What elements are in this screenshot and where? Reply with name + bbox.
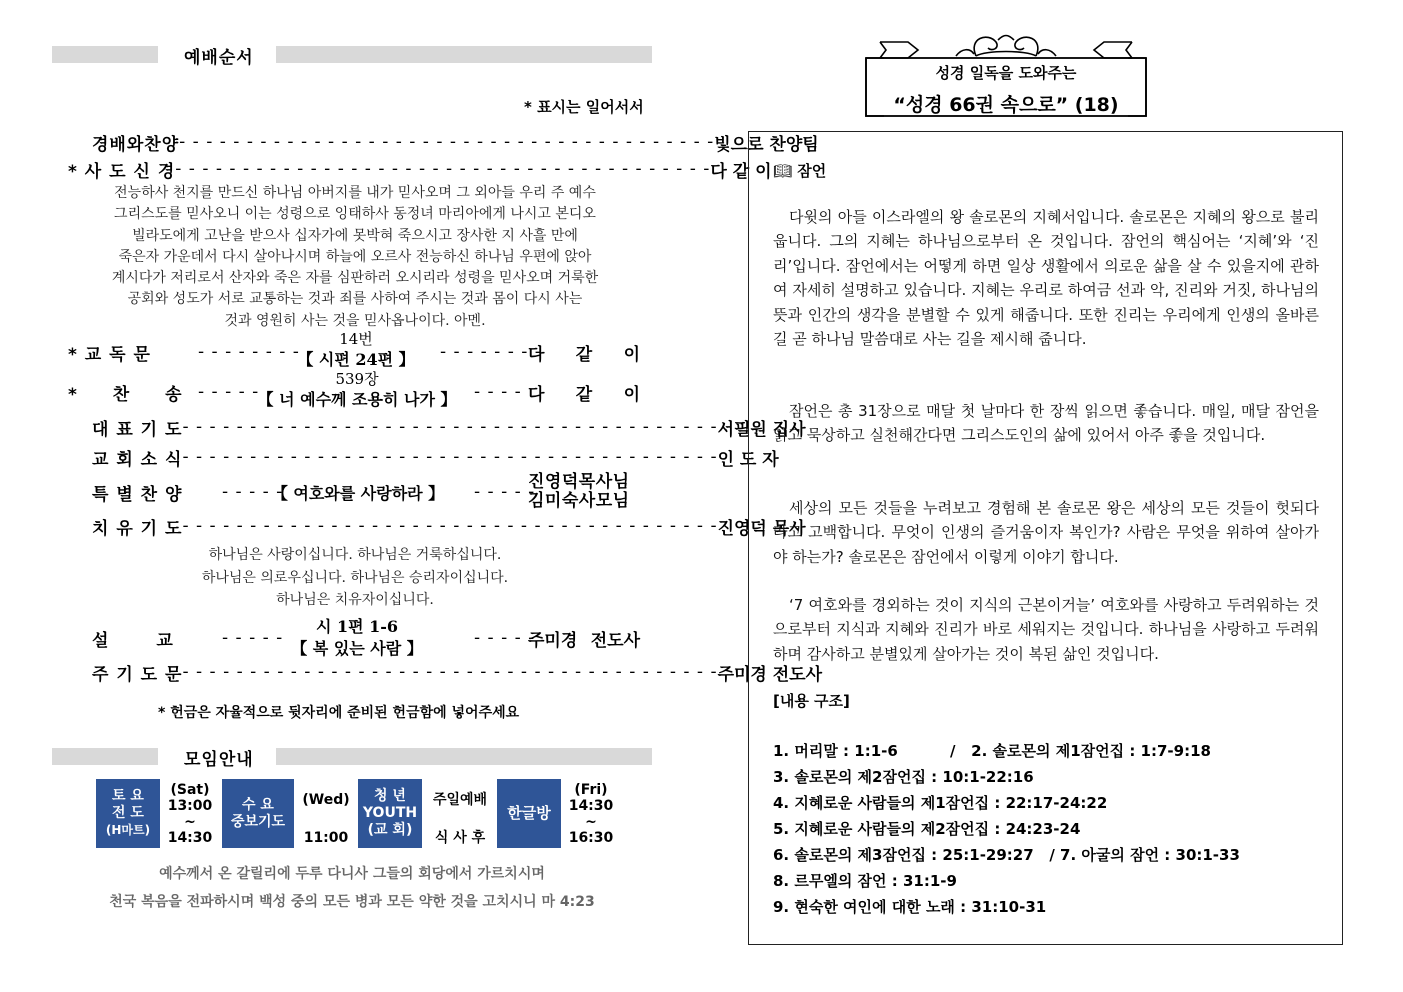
structure-title: [내용 구조] <box>773 692 850 710</box>
order-leader: 진영덕목사님 <box>528 472 630 492</box>
order-label: 치 유 기 도 <box>92 518 183 539</box>
sermon-title: 【 복 있는 사람 】 <box>291 639 423 658</box>
order-leader: 진영덕 목사 <box>717 518 806 539</box>
leader-line: - - - - - - - - <box>198 342 300 362</box>
leader-line: - - - - - - - - - - - - - - - - - - - - - - - - - - - - - - - - - - - - - - - - <box>175 159 711 179</box>
leader-line: - - - - - - - - - - - - - - - - - - - - - - - - - - - - - - - - - - - - - - - - <box>182 662 718 682</box>
order-leader: 다 같 이 <box>528 344 640 365</box>
leader-line: - - - - - - - - - - - - - - - - - - - - - - - - - - - - - - - - - - - - - - - - <box>182 516 718 536</box>
leader-line: - - - - - <box>222 482 284 502</box>
leader-line: - - - - - - - - - - - - - - - - - - - - - - - - - - - - - - - - - - - - - - - - <box>182 417 718 437</box>
hymn <box>250 372 464 410</box>
meeting-time-saturday <box>162 782 218 846</box>
leader-line: - - - - - - - - <box>440 342 542 362</box>
worship-title: 예배순서 <box>184 48 254 68</box>
order-row <box>68 155 772 183</box>
leader-line: - - - - - - - - - - - - - - - - - - - - - - - - - - - - - - - - - - - - - - - - <box>179 132 715 152</box>
order-label: * 교 독 문 <box>68 344 151 365</box>
healing-line: 하나님은 의로우십니다. 하나님은 승리자이십니다. <box>201 569 509 586</box>
time-text: 11:00 <box>303 830 349 846</box>
book-title: 잠언 <box>797 162 827 180</box>
time-text: 식 사 후 <box>434 830 486 846</box>
creed-line: 그리스도를 믿사오니 이는 성령으로 잉태하사 동정녀 마리아에게 나시고 본디오 <box>114 206 596 223</box>
time-text: (Fri) <box>574 782 608 798</box>
creed-line: 것과 영원히 사는 것을 믿사옵나이다. 아멘. <box>224 312 486 329</box>
creed-line: 죽은자 가운데서 다시 살아나시며 하늘에 오르사 전능하신 하나님 우편에 앉아 <box>118 248 592 265</box>
time-text: 16:30 <box>568 830 614 846</box>
leader-line: - - - - - - - - - - - - - - - - - - - - - - - - - - - - - - - - - - - - - - - - <box>182 447 718 467</box>
order-label: 주 기 도 문 <box>92 664 183 685</box>
structure-item: 3. 솔로몬의 제2잠언집 : 10:1-22:16 <box>773 768 1034 786</box>
box-text: 한글방 <box>507 804 551 822</box>
order-label: * 사 도 신 경 <box>68 161 176 182</box>
sermon-scripture: 시 1편 1-6 <box>315 617 399 636</box>
reading-title: 【 시편 24편 】 <box>297 350 415 369</box>
healing-line: 하나님은 사랑이십니다. 하나님은 거룩하십니다. <box>208 547 502 563</box>
meeting-time-youth <box>428 790 492 848</box>
meeting-box-korean-class <box>497 779 561 848</box>
scripture-verse <box>52 860 652 916</box>
order-row <box>68 128 819 156</box>
meeting-box-wednesday <box>222 779 294 848</box>
time-text: (Sat) <box>170 782 210 798</box>
order-label: 대 표 기 도 <box>92 419 183 440</box>
offering-note: * 헌금은 자율적으로 뒷자리에 준비된 헌금함에 넣어주세요 <box>158 705 520 721</box>
order-leader: 주미경 전도사 <box>528 630 640 651</box>
order-row <box>68 413 806 441</box>
verse-line: 예수께서 온 갈릴리에 두루 다니사 그들의 회당에서 가르치시며 <box>159 866 545 882</box>
title-bar-left <box>52 46 158 63</box>
intro-paragraph: 다윗의 아들 이스라엘의 왕 솔로몬의 지혜서입니다. 솔로몬은 지혜의 왕으로 불리웁니다. 그의 지혜는 하나님으로부터 온 것입니다. 잠언의 핵심어는 ‘지혜’와 ‘진리’입니다. 잠언에서는 어떻게 하면 일상 생활에서 의로운 삶을 살 수 있을지에 관하여 자세히 설명하고 있습니다. 지혜는 우리로 하여금 선과 악, 진리와 거짓, 하나님의 뜻과 인간의 생각을 분별할 수 있게 해줍니다. 또한 진리는 우리에게 인생의 올바른 길 곧 하나님 말씀대로 사는 길을 제시해 줍니다. <box>773 208 1319 349</box>
time-text: 14:30 <box>568 798 614 814</box>
order-label: 특 별 찬 양 <box>92 484 183 505</box>
reading-paragraph: 잠언은 총 31장으로 매달 첫 날마다 한 장씩 읽으면 좋습니다. 매일, 매달 잠언을 읽고 묵상하고 실천해간다면 그리스도인의 삶에 있어서 아주 좋을 것입니다. <box>773 402 1319 445</box>
title-bar-right <box>276 46 652 63</box>
order-row <box>68 443 779 471</box>
banner-title: “성경 66권 속으로” (18) <box>893 94 1119 116</box>
meeting-box-saturday <box>96 779 160 848</box>
creed-line: 전능하사 천지를 만드신 하나님 아버지를 내가 믿사오며 그 외아들 우리 주 예수 <box>114 185 596 201</box>
leader-line: - - - - <box>474 382 522 402</box>
structure-item: 5. 지혜로운 사람들의 제2잠언집 : 24:23-24 <box>773 820 1081 838</box>
creed-line: 빌라도에게 고난을 받으사 십자가에 못박혀 죽으시고 장사한 지 사흘 만에 <box>132 227 578 244</box>
leader-line: - - - - - <box>198 382 260 402</box>
hymn-number: 539장 <box>335 370 379 388</box>
key-verse-paragraph: ‘7 여호와를 경외하는 것이 지식의 근본이거늘’ 여호와를 사랑하고 두려워하는 것으로부터 지식과 지혜와 진리가 바로 세워지는 것입니다. 하나님을 사랑하고 두려워하며 감사하고 분별있게 살아가는 것이 복된 삶인 것입니다. <box>773 596 1319 663</box>
box-text: 전 도 <box>112 805 144 821</box>
special-music-title: 【 여호와를 사랑하라 】 <box>271 484 445 503</box>
time-text: ~ <box>585 814 597 830</box>
healing-declaration <box>60 544 650 612</box>
structure-item: 1. 머리말 : 1:1-6 / 2. 솔로몬의 제1잠언집 : 1:7-9:18 <box>773 742 1211 760</box>
responsive-reading <box>286 332 426 370</box>
box-text: (H마트) <box>105 823 151 837</box>
order-leader: 다 같 이 <box>528 384 640 405</box>
box-text: 중보기도 <box>230 813 286 830</box>
book-heading <box>773 160 826 181</box>
time-text: ~ <box>184 814 196 830</box>
leader-line: - - - - - <box>222 628 284 648</box>
box-text: (교 회) <box>367 822 413 838</box>
order-leader: 주미경 전도사 <box>717 664 823 685</box>
order-row <box>68 512 806 540</box>
structure-item: 4. 지혜로운 사람들의 제1잠언집 : 22:17-24:22 <box>773 794 1108 812</box>
book-icon: 📖︎ <box>773 162 793 180</box>
structure-item: 6. 솔로몬의 제3잠언집 : 25:1-29:27 / 7. 아굴의 잠언 : 30:1-33 <box>773 846 1240 864</box>
creed-line: 계시다가 저리로서 산자와 죽은 자를 심판하러 오시리라 성령을 믿사오며 거룩한 <box>111 270 599 287</box>
title-bar-left <box>52 748 158 765</box>
box-text: 청 년 <box>374 788 406 804</box>
order-leader: 인 도 자 <box>717 449 779 470</box>
order-label: 교 회 소 식 <box>92 449 183 470</box>
box-text: 수 요 <box>242 796 274 813</box>
standing-note: * 표시는 일어서서 <box>524 98 644 116</box>
leader-line: - - - - - <box>474 482 536 502</box>
creed-line: 공회와 성도가 서로 교통하는 것과 죄를 사하여 주시는 것과 몸이 다시 사는 <box>127 291 583 308</box>
reflection-paragraph: 세상의 모든 것들을 누려보고 경험해 본 솔로몬 왕은 세상의 모든 것들이 헛되다라고 고백합니다. 무엇이 인생의 즐거움이자 복인가? 사람은 무엇을 위하여 살아가야 하는가? 솔로몬은 잠언에서 이렇게 이야기 합니다. <box>773 499 1319 566</box>
time-text: 13:00 <box>167 798 213 814</box>
time-text: (Wed) <box>302 792 350 808</box>
order-leader: 빛으로 찬양팀 <box>714 134 819 155</box>
order-row <box>68 658 823 686</box>
meetings-title: 모임안내 <box>184 750 254 770</box>
hymn-title: 【 너 예수께 조용히 나가 】 <box>257 390 457 409</box>
time-text: 14:30 <box>167 830 213 846</box>
order-label: 경배와찬양 <box>92 134 180 155</box>
apostles-creed <box>60 183 650 332</box>
structure-item: 8. 르무엘의 잠언 : 31:1-9 <box>773 872 957 890</box>
order-label: * 찬 송 <box>68 384 183 405</box>
meeting-box-youth <box>358 779 422 848</box>
banner-subtitle: 성경 일독을 도와주는 <box>935 64 1077 82</box>
meeting-time-friday <box>563 782 619 846</box>
meeting-time-wednesday <box>298 790 354 848</box>
order-leader: 다 같 이 <box>710 161 772 182</box>
healing-line: 하나님은 치유자이십니다. <box>276 592 434 608</box>
structure-item: 9. 현숙한 여인에 대한 노래 : 31:10-31 <box>773 898 1047 916</box>
order-leader: 서필원 집사 <box>717 419 806 440</box>
title-bar-right <box>276 748 652 765</box>
special-music-leaders <box>528 473 640 511</box>
box-text: YOUTH <box>362 805 418 821</box>
order-leader: 김미숙사모님 <box>528 491 630 511</box>
leader-line: - - - - - <box>474 628 536 648</box>
sermon <box>272 618 442 659</box>
time-text: 주일예배 <box>432 792 488 808</box>
reading-number: 14번 <box>339 330 373 348</box>
order-label: 설 교 <box>92 630 174 651</box>
verse-line: 천국 복음을 전파하시며 백성 중의 모든 병과 모든 약한 것을 고치시니 마 4:23 <box>109 894 595 910</box>
structure-list <box>773 738 1240 920</box>
box-text: 토 요 <box>112 788 144 804</box>
